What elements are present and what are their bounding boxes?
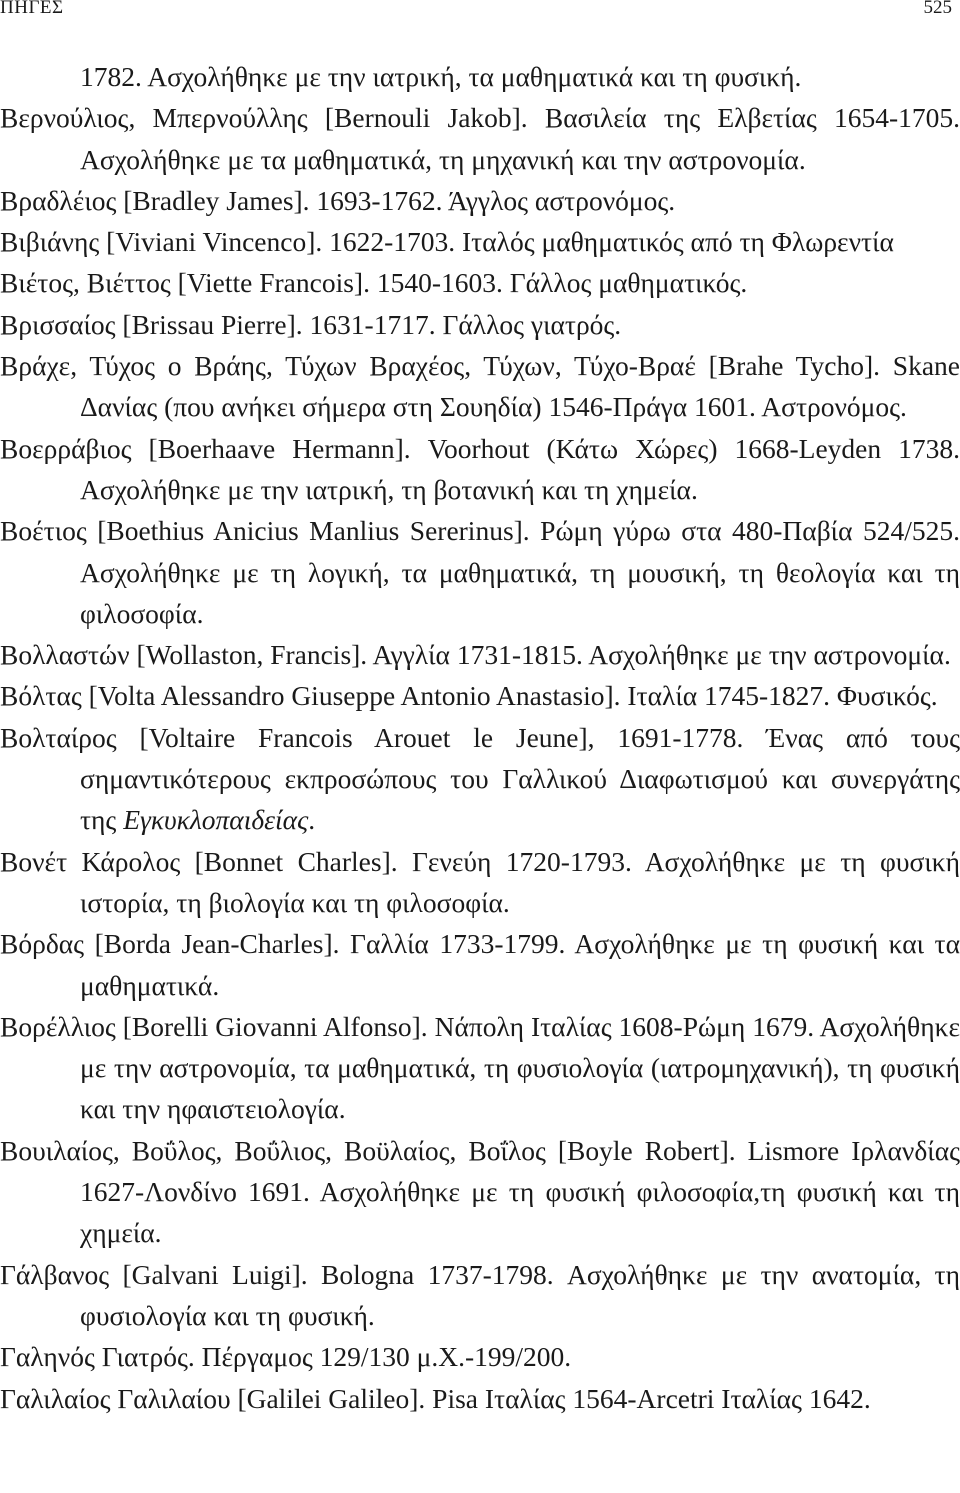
glossary-entry bbox=[0, 97, 960, 180]
entry-text: Βόλτας [Volta Alessandro Giuseppe Antonio Anastasio]. Ιταλία 1745-1827. Φυσικός. bbox=[0, 680, 938, 712]
glossary-entry bbox=[0, 345, 960, 428]
glossary-entry bbox=[0, 923, 960, 1006]
glossary-entry bbox=[0, 1378, 960, 1419]
glossary-entry bbox=[0, 262, 960, 303]
entry-text: Βονέτ Κάρολος [Bonnet Charles]. Γενεύη 1720-1793. Ασχολήθηκε με τη φυσική ιστορία, τη βιολογία και τη φιλοσοφία. bbox=[0, 845, 960, 918]
entry-text: Βόρδας [Borda Jean-Charles]. Γαλλία 1733-1799. Ασχολήθηκε με τη φυσική και τα μαθηματικά. bbox=[0, 928, 960, 1001]
glossary-entry bbox=[0, 841, 960, 924]
glossary-entry bbox=[0, 1006, 960, 1130]
glossary-entry bbox=[0, 1130, 960, 1254]
glossary-entry bbox=[0, 510, 960, 634]
entry-text: Βιβιάνης [Viviani Vincenco]. 1622-1703. Ιταλός μαθηματικός από τη Φλωρεντία bbox=[0, 226, 894, 258]
entry-text: Γάλβανος [Galvani Luigi]. Bologna 1737-1798. Ασχολήθηκε με την ανατομία, τη φυσιολογία και τη φυσική. bbox=[0, 1258, 960, 1331]
glossary-entry bbox=[0, 1254, 960, 1337]
entry-text: Βουιλαίος, Βοΰλος, Βοΰλιος, Βοϋλαίος, Βοΐλος [Boyle Robert]. Lismore Ιρλανδίας 1627-Λονδίνο 1691. Ασχολήθηκε με τη φυσική φιλοσοφία,τη φυσική και τη χημεία. bbox=[0, 1134, 960, 1249]
entry-text: Βραδλέιος [Bradley James]. 1693-1762. Άγγλος αστρονόμος. bbox=[0, 184, 676, 216]
entry-text: Γαληνός Γιατρός. Πέργαμος 129/130 μ.Χ.-199/200. bbox=[0, 1341, 572, 1373]
entry-text: Βράχε, Τύχος ο Βράης, Τύχων Βραχέος, Τύχων, Τύχο-Βραέ [Brahe Tycho]. Skane Δανίας (που ανήκει σήμερα στη Σουηδία) 1546-Πράγα 1601. Αστρονόμος. bbox=[0, 350, 960, 423]
glossary-entry bbox=[0, 675, 960, 716]
glossary-entry bbox=[0, 428, 960, 511]
entry-text: Γαλιλαίος Γαλιλαίου [Galilei Galileo]. Pisa Ιταλίας 1564-Arcetri Ιταλίας 1642. bbox=[0, 1382, 871, 1414]
entry-text: Βρισσαίος [Brissau Pierre]. 1631-1717. Γάλλος γιατρός. bbox=[0, 308, 622, 340]
entry-text: Βοέτιος [Boethius Anicius Manlius Sererinus]. Ρώμη γύρω στα 480-Παβία 524/525. Ασχολήθηκε με τη λογική, τα μαθηματικά, τη μουσική, τη θεολογία και τη φιλοσοφία. bbox=[0, 515, 960, 629]
entry-text: Βιέτος, Βιέττος [Viette Francois]. 1540-1603. Γάλλος μαθηματικός. bbox=[0, 267, 748, 299]
glossary-entry bbox=[0, 717, 960, 841]
glossary-entry bbox=[0, 304, 960, 345]
entry-italic-title: Εγκυκλοπαιδείας bbox=[123, 804, 309, 836]
glossary-entry bbox=[0, 180, 960, 221]
page-number: 525 bbox=[923, 0, 952, 18]
section-title: ΠΗΓΕΣ bbox=[0, 0, 64, 18]
glossary-entry bbox=[0, 56, 960, 97]
glossary-entry bbox=[0, 221, 960, 262]
entry-text: Βορέλλιος [Borelli Giovanni Alfonso]. Νάπολη Ιταλίας 1608-Ρώμη 1679. Ασχολήθηκε με την αστρονομία, τα μαθηματικά, τη φυσιολογία (ιατρομηχανική), τη φυσική και την ηφαιστειολογία. bbox=[0, 1010, 960, 1125]
glossary-entry bbox=[0, 1336, 960, 1377]
glossary-entries bbox=[0, 56, 960, 1419]
running-header bbox=[0, 0, 960, 22]
entry-text-end: . bbox=[308, 804, 316, 836]
entry-text: Βοερράβιος [Boerhaave Hermann]. Voorhout (Κάτω Χώρες) 1668-Leyden 1738. Ασχολήθηκε με την ιατρική, τη βοτανική και τη χημεία. bbox=[0, 432, 960, 505]
entry-text: Βερνούλιος, Μπερνούλλης [Bernouli Jakob]. Βασιλεία της Ελβετίας 1654-1705. Ασχολήθηκε με τα μαθηματικά, τη μηχανική και την αστρονομία. bbox=[0, 102, 960, 175]
entry-text: Βολταίρος [Voltaire Francois Arouet le Jeune], 1691-1778. Ένας από τους σημαντικότερους εκπροσώπους του Γαλλικού Διαφωτισμού και συνεργάτης της bbox=[0, 721, 960, 836]
entry-text: Βολλαστών [Wollaston, Francis]. Αγγλία 1731-1815. Ασχολήθηκε με την αστρονομία. bbox=[0, 639, 951, 671]
glossary-entry bbox=[0, 634, 960, 675]
entry-text: 1782. Ασχολήθηκε με την ιατρική, τα μαθηματικά και τη φυσική. bbox=[80, 61, 802, 92]
